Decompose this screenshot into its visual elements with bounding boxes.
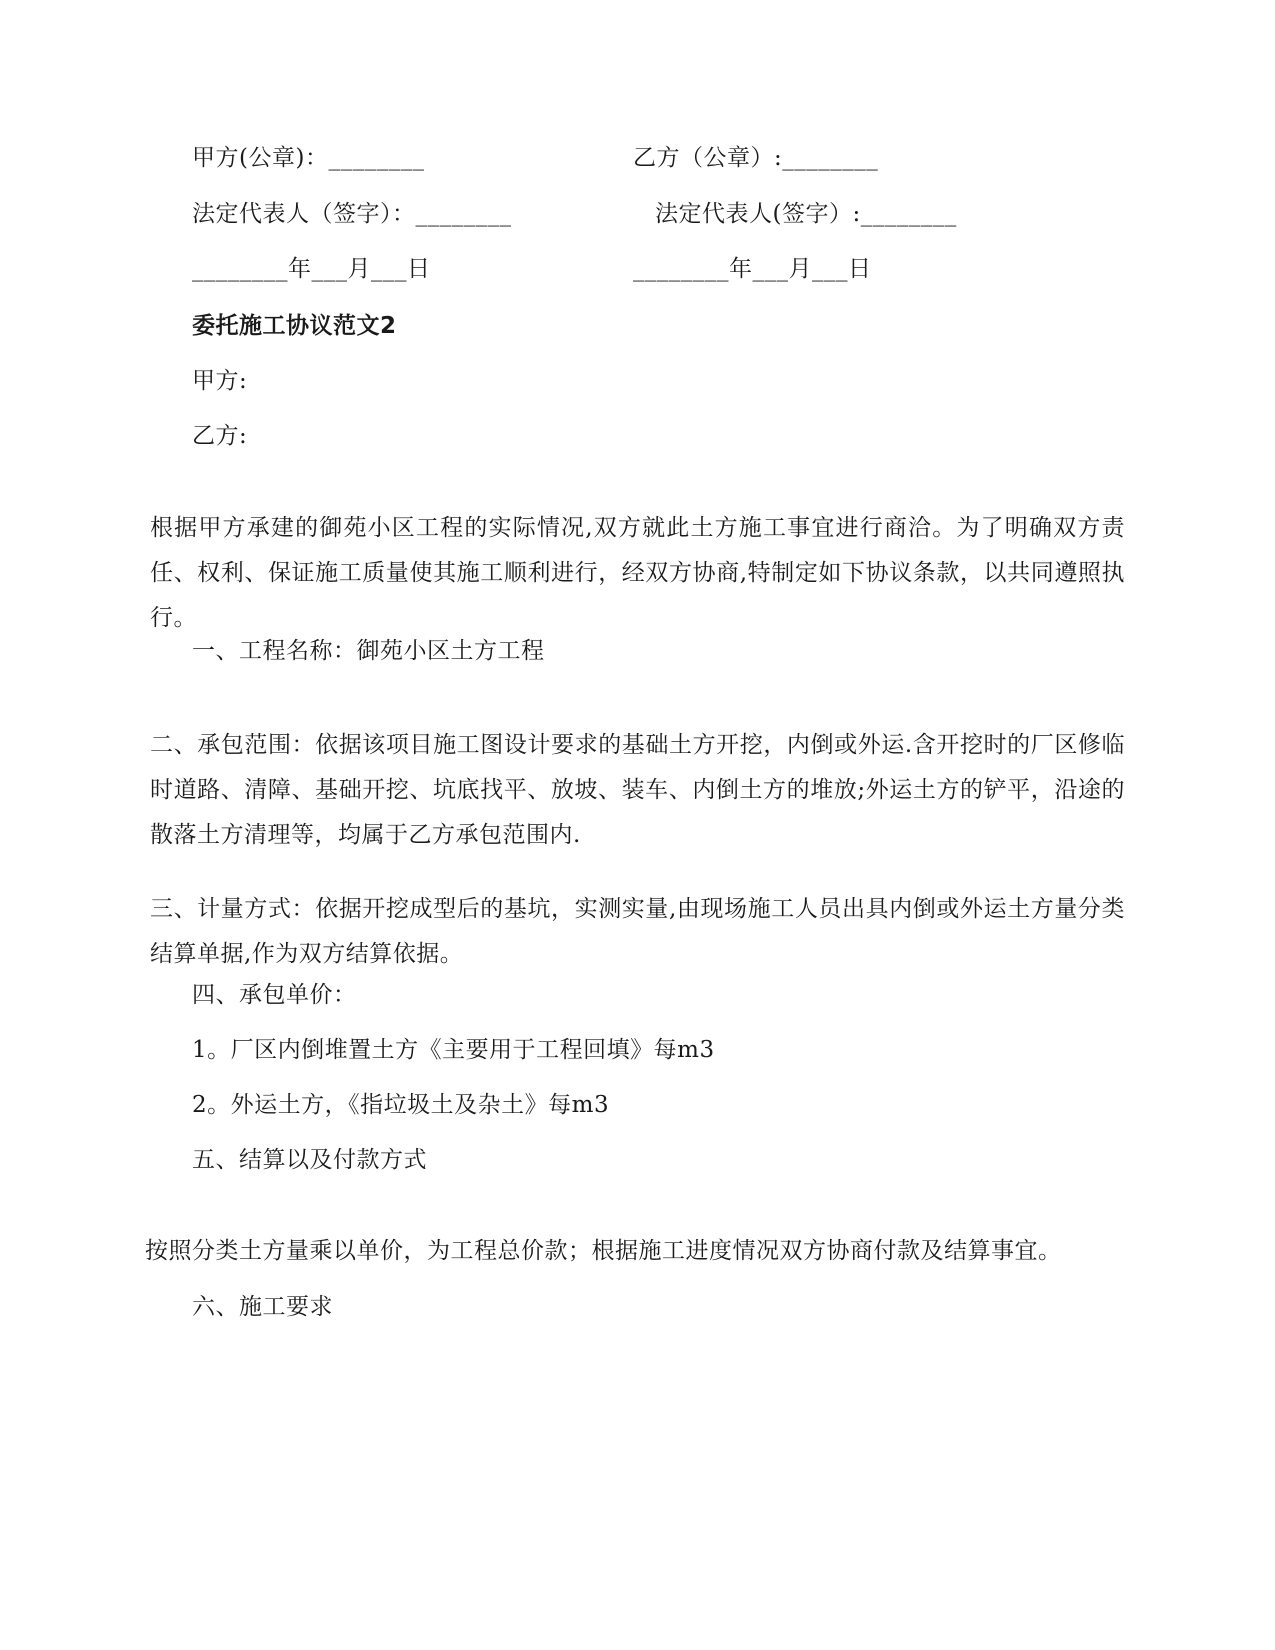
party-b-date-line: ________年___月___日 (633, 256, 872, 282)
party-b-seal-line: 乙方（公章）:________ (633, 145, 879, 171)
intro-paragraph: 根据甲方承建的御苑小区工程的实际情况,双方就此土方施工事宜进行商洽。为了明确双方责任、权利、保证施工质量使其施工顺利进行，经双方协商,特制定如下协议条款，以共同遵照执行。 (150, 515, 1125, 631)
party-b-rep-line: 法定代表人(签字）:________ (655, 201, 957, 227)
clause-4: 四、承包单价： (192, 982, 357, 1008)
clause-1: 一、工程名称：御苑小区土方工程 (192, 638, 545, 664)
clause-6: 六、施工要求 (192, 1294, 333, 1320)
party-b-label: 乙方: (192, 423, 248, 449)
settlement-paragraph: 按照分类土方量乘以单价，为工程总价款；根据施工进度情况双方协商付款及结算事宜。 (145, 1238, 1062, 1264)
price-item-2: 2。外运土方，《指垃圾土及杂土》每m3 (192, 1092, 610, 1118)
price-item-1: 1。厂区内倒堆置土方《主要用于工程回填》每m3 (192, 1037, 715, 1063)
party-a-date-line: ________年___月___日 (192, 256, 431, 282)
party-a-rep-line: 法定代表人（签字）：________ (192, 201, 512, 227)
clause-3: 三、计量方式：依据开挖成型后的基坑，实测实量,由现场施工人员出具内倒或外运土方量分类结算单据,作为双方结算依据。 (150, 896, 1125, 967)
party-a-seal-line: 甲方(公章)：________ (192, 145, 425, 171)
party-a-label: 甲方: (192, 368, 248, 394)
clause-2: 二、承包范围：依据该项目施工图设计要求的基础土方开挖，内倒或外运.含开挖时的厂区修临时道路、清障、基础开挖、坑底找平、放坡、装车、内倒土方的堆放;外运土方的铲平，沿途的散落土方清理等，均属于乙方承包范围内. (150, 732, 1125, 848)
clause-5: 五、结算以及付款方式 (192, 1147, 427, 1173)
section-title: 委托施工协议范文2 (192, 313, 397, 339)
